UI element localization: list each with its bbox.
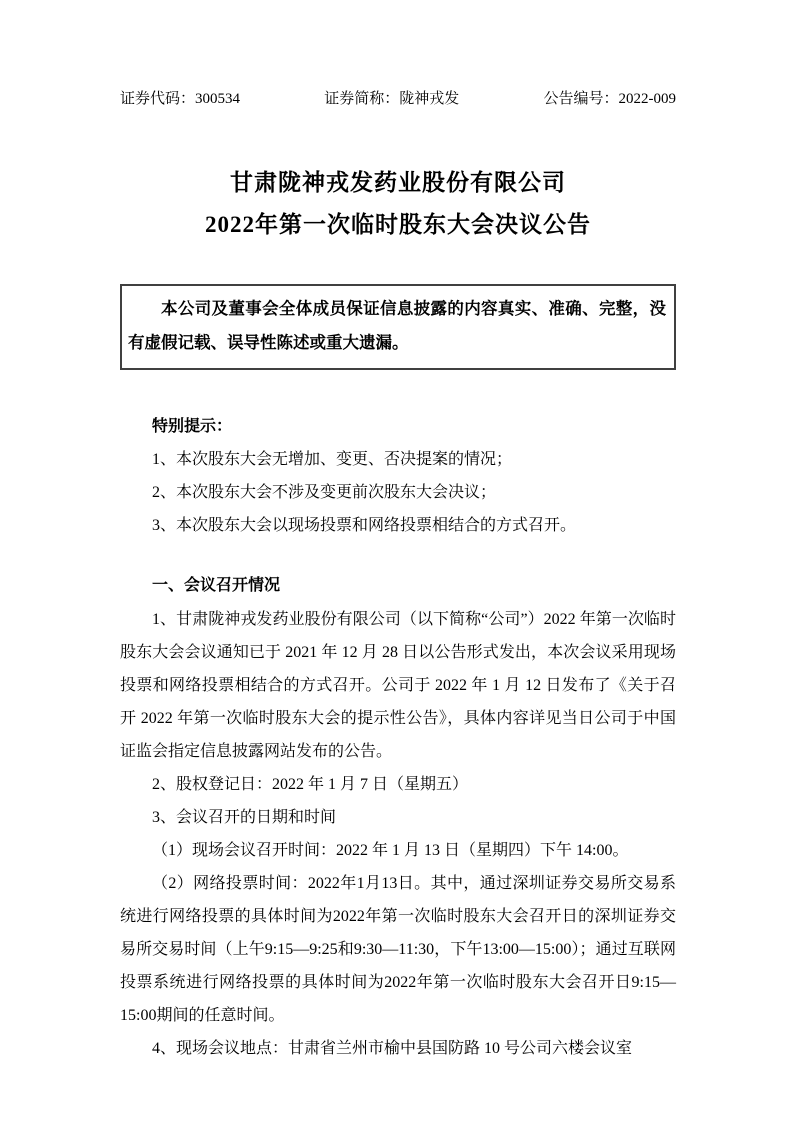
section1-paragraph-2: 2、股权登记日：2022 年 1 月 7 日（星期五）: [152, 776, 469, 793]
special-notice-item-2: 2、本次股东大会不涉及变更前次股东大会决议；: [152, 484, 497, 501]
special-notice-item-1: 1、本次股东大会无增加、变更、否决提案的情况；: [152, 451, 513, 468]
announcement-title: 2022年第一次临时股东大会决议公告: [205, 212, 591, 237]
section1-heading: 一、会议召开情况: [152, 577, 281, 594]
stock-name: 证券简称：陇神戎发: [324, 91, 460, 107]
disclaimer-text: 本公司及董事会全体成员保证信息披露的内容真实、准确、完整，没有虚假记载、误导性陈述或重大遗漏。: [128, 299, 666, 352]
document-header: [120, 88, 676, 110]
disclaimer-box: [120, 284, 676, 370]
section1-paragraph-3: 3、会议召开的日期和时间: [152, 809, 337, 826]
section1-paragraph-1: 1、甘肃陇神戎发药业股份有限公司（以下简称“公司”）2022 年第一次临时股东大会会议通知已于 2021 年 12 月 28 日以公告形式发出，本次会议采用现场投票和网络投票相结合的方式召开。公司于 2022 年 1 月 12 日发布了《关于召开 2022 年第一次临时股东大会的提示性公告》，具体内容详见当日公司于中国证监会指定信息披露网站发布的公告。: [120, 611, 676, 760]
special-notice-heading: 特别提示：: [152, 418, 233, 435]
stock-code: 证券代码：300534: [120, 91, 241, 107]
section1-paragraph-6: 4、现场会议地点：甘肃省兰州市榆中县国防路 10 号公司六楼会议室: [152, 1040, 633, 1057]
special-notice-item-3: 3、本次股东大会以现场投票和网络投票相结合的方式召开。: [152, 517, 577, 534]
company-name-title: 甘肃陇神戎发药业股份有限公司: [230, 170, 566, 195]
announcement-number: 公告编号：2022-009: [543, 91, 676, 107]
section1-paragraph-5: （2）网络投票时间：2022年1月13日。其中，通过深圳证券交易所交易系统进行网络投票的具体时间为2022年第一次临时股东大会召开日的深圳证券交易所交易时间（上午9:15—9:25和9:30—11:30，下午13:00—15:00）；通过互联网投票系统进行网络投票的具体时间为2022年第一次临时股东大会召开日9:15—15:00期间的任意时间。: [120, 875, 676, 1024]
section1-paragraph-4: （1）现场会议召开时间：2022 年 1 月 13 日（星期四）下午 14:00。: [152, 842, 629, 859]
